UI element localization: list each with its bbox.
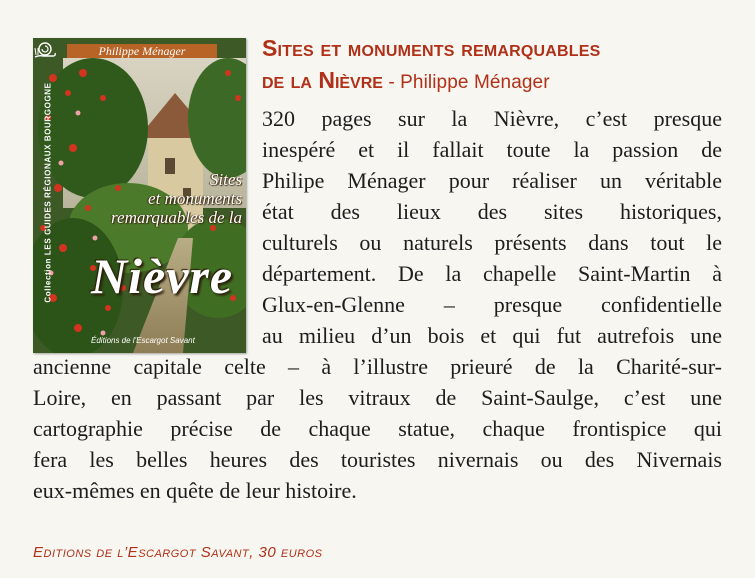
cover-title: [62, 170, 242, 227]
body-line-1: 320 pages sur la Nièvre, c’est presque: [262, 106, 722, 131]
cover-title-big: Nièvre: [91, 248, 234, 304]
cover-title-line-2: et monuments: [148, 189, 242, 208]
article-title-line-1: Sites et monuments remarquables: [262, 35, 601, 61]
body-line-6: département. De la chapelle Saint-Martin à: [262, 261, 722, 286]
cover-publisher-label: Éditions de l'Escargot Savant: [91, 336, 195, 345]
body-line-8: au milieu d’un bois et qui fut autrefois une: [262, 323, 722, 348]
cover-collection-label: Collection LES GUIDES RÉGIONAUX BOURGOGNE: [43, 82, 53, 303]
cover-author-label: Philippe Ménager: [67, 44, 217, 58]
body-line-7: Glux-en-Glenne – presque confidentielle: [262, 292, 722, 317]
body-line-13: eux-mêmes en quête de leur histoire.: [33, 478, 357, 503]
body-line-10: Loire, en passant par les vitraux de Saint-Saulge, c’est une: [33, 385, 722, 410]
publisher-price-footer: Editions de l’Escargot Savant, 30 euros: [33, 544, 323, 561]
body-line-3: Philipe Ménager pour réaliser un véritable: [262, 168, 722, 193]
body-line-12: fera les belles heures des touristes nivernais ou des Nivernais: [33, 447, 722, 472]
title-separator: -: [382, 72, 401, 93]
snail-icon: [33, 38, 57, 60]
body-line-11: cartographie précise de chaque statue, chaque frontispice qui: [33, 416, 722, 441]
body-line-5: culturels ou naturels présents dans tout le: [262, 230, 722, 255]
book-cover-image: [33, 38, 246, 353]
article-title-text: de la Nièvre: [262, 67, 383, 93]
cover-title-line-3: remarquables de la: [111, 208, 242, 227]
cover-title-line-1: Sites: [209, 170, 242, 189]
article-title-line-2: [262, 66, 550, 97]
article-author: Philippe Ménager: [400, 72, 550, 93]
body-line-4: état des lieux des sites historiques,: [262, 199, 722, 224]
body-line-2: inespéré et il fallait toute la passion de: [262, 137, 722, 162]
body-line-9: ancienne capitale celte – à l’illustre prieuré de la Charité-sur-: [33, 354, 722, 379]
